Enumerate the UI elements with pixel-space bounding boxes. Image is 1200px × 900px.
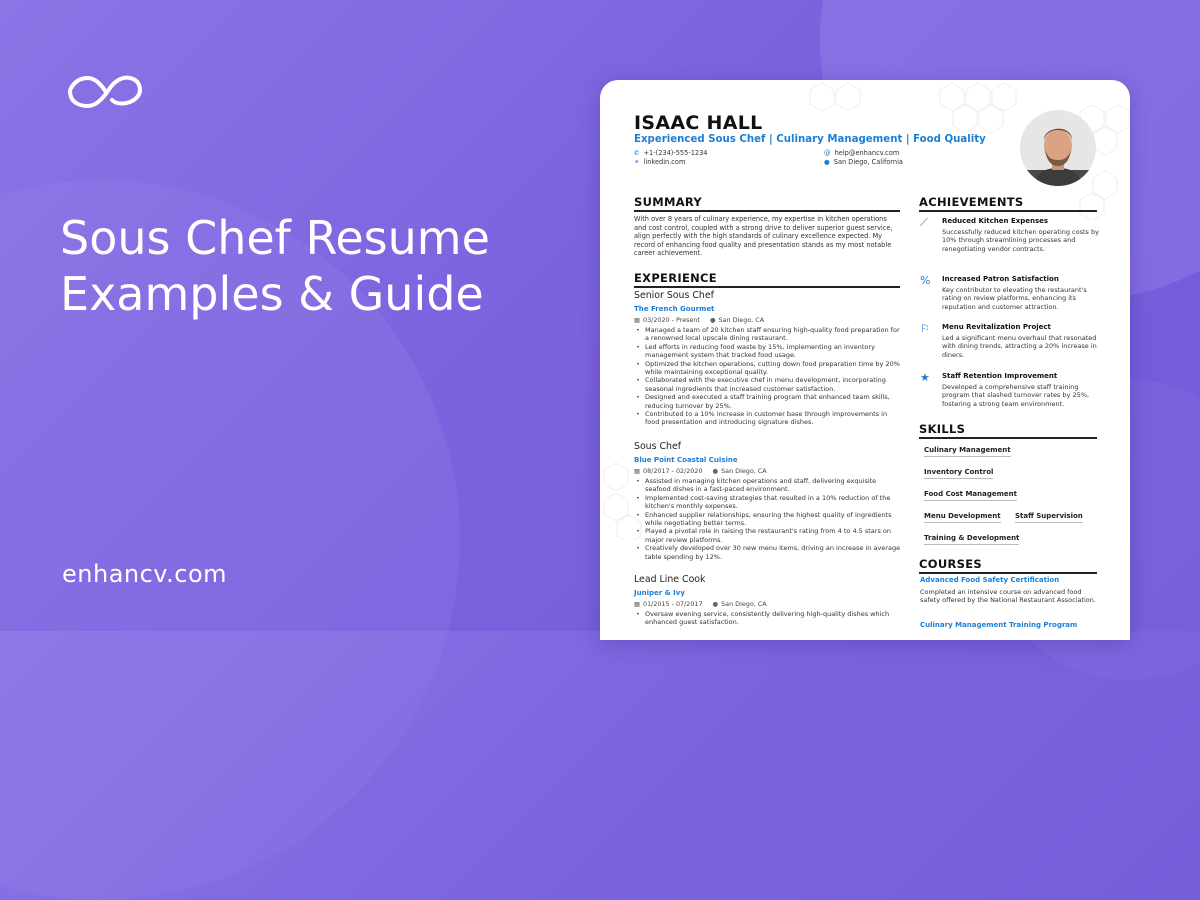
job-location xyxy=(710,316,764,324)
job-title: Senior Sous Chef xyxy=(634,290,714,301)
flag-icon: ⚐ xyxy=(920,322,930,335)
calendar-icon: ▦ xyxy=(634,467,641,475)
achievement-title: Increased Patron Satisfaction xyxy=(942,275,1059,283)
candidate-name: ISAAC HALL xyxy=(634,112,763,134)
course-desc: Completed an intensive course on advanced food safety offered by the National Restaurant Association. xyxy=(920,588,1096,605)
job-dates xyxy=(634,467,703,475)
list-item: • Creatively developed over 30 new menu items, driving an increase in average table spending by 12%. xyxy=(634,544,902,561)
contact-location xyxy=(824,158,903,166)
at-icon: @ xyxy=(824,149,831,157)
calendar-icon: ▦ xyxy=(634,600,641,608)
list-item: • Optimized the kitchen operations, cutting down food preparation time by 20% while maintaining exceptional quality. xyxy=(634,360,902,377)
skill-tag: Food Cost Management xyxy=(924,490,1017,501)
list-item: • Designed and executed a staff training program that enhanced team skills, reducing turnover by 25%. xyxy=(634,393,902,410)
course-title: Advanced Food Safety Certification xyxy=(920,576,1060,584)
job-bullets xyxy=(634,477,902,561)
list-item: • Managed a team of 20 kitchen staff ensuring high-quality food preparation for a renowned local upscale dining restaurant. xyxy=(634,326,902,343)
list-item: • Oversaw evening service, consistently delivering high-quality dishes which enhanced guest satisfaction. xyxy=(634,610,902,627)
brand-link[interactable]: enhancv.com xyxy=(62,560,228,588)
star-icon: ★ xyxy=(920,371,930,384)
achievement-desc: Successfully reduced kitchen operating costs by 10% through streamlining processes and renegotiating vendor contracts. xyxy=(942,228,1099,253)
dates-text: 01/2015 - 07/2017 xyxy=(643,600,703,608)
section-title-summary: SUMMARY xyxy=(634,195,900,212)
enhancv-logo-icon xyxy=(66,70,146,112)
magic-wand-icon: ⟋ xyxy=(920,216,928,229)
link-icon: ⚭ xyxy=(634,158,640,166)
contact-phone xyxy=(634,149,708,157)
skill-tag: Culinary Management xyxy=(924,446,1011,457)
job-bullets xyxy=(634,326,902,427)
phone-text: +1-(234)-555-1234 xyxy=(643,149,708,157)
location-pin-icon: ● xyxy=(712,467,719,475)
resume-preview xyxy=(600,80,1130,640)
company-name: The French Gourmet xyxy=(634,305,715,313)
section-title-achievements: ACHIEVEMENTS xyxy=(919,195,1097,212)
dates-text: 08/2017 - 02/2020 xyxy=(643,467,703,475)
title-line: Sous Chef Resume xyxy=(60,211,490,265)
summary-text: With over 8 years of culinary experience, my expertise in kitchen operations and cost control, coupled with a strong drive to deliver superior guest service, align perfectly with the high standards of culinary excellence expected. My record of enhancing food quality and presentation stands as my most notable career achievement. xyxy=(634,215,893,258)
skill-tag: Menu Development xyxy=(924,512,1001,523)
list-item: • Assisted in managing kitchen operations and staff, delivering exquisite seafood dishes in a fast-paced environment. xyxy=(634,477,902,494)
company-name: Juniper & Ivy xyxy=(634,589,685,597)
section-title-courses: COURSES xyxy=(919,557,1097,574)
job-dates xyxy=(634,600,703,608)
calendar-icon: ▦ xyxy=(634,316,641,324)
section-title-experience: EXPERIENCE xyxy=(634,271,900,288)
list-item: • Collaborated with the executive chef in menu development, incorporating seasonal ingredients that increased customer satisfaction. xyxy=(634,376,902,393)
location-text: San Diego, CA xyxy=(721,467,767,475)
achievement-desc: Key contributor to elevating the restaurant's rating on review platforms, enhancing its reputation and customer attraction. xyxy=(942,286,1087,311)
job-location xyxy=(713,467,767,475)
location-pin-icon: ● xyxy=(824,158,830,166)
section-title-skills: SKILLS xyxy=(919,422,1097,439)
job-meta xyxy=(634,316,764,324)
dates-text: 03/2020 - Present xyxy=(643,316,700,324)
linkedin-text: linkedin.com xyxy=(643,158,686,166)
skill-tag: Staff Supervision xyxy=(1015,512,1083,523)
location-pin-icon: ● xyxy=(709,316,716,324)
skill-tag: Inventory Control xyxy=(924,468,993,479)
title-line: Examples & Guide xyxy=(60,267,484,321)
achievement-desc: Developed a comprehensive staff training program that slashed turnover rates by 25%, fostering a strong team environment. xyxy=(942,383,1090,408)
achievement-title: Staff Retention Improvement xyxy=(942,372,1058,380)
candidate-headline: Experienced Sous Chef | Culinary Management | Food Quality xyxy=(634,134,986,145)
location-text: San Diego, CA xyxy=(721,600,767,608)
location-text: San Diego, California xyxy=(833,158,903,166)
page-title xyxy=(60,210,580,322)
job-location xyxy=(713,600,767,608)
achievement-title: Menu Revitalization Project xyxy=(942,323,1051,331)
location-text: San Diego, CA xyxy=(718,316,765,324)
list-item: • Contributed to a 10% increase in customer base through improvements in food presentation and introducing signature dishes. xyxy=(634,410,902,427)
phone-icon: ✆ xyxy=(634,149,640,157)
achievement-desc: Led a significant menu overhaul that resonated with dining trends, attracting a 20% increase in diners. xyxy=(942,334,1097,359)
job-dates xyxy=(634,316,700,324)
job-bullets xyxy=(634,610,902,627)
avatar xyxy=(1020,110,1096,186)
email-text: help@enhancv.com xyxy=(834,149,900,157)
contact-email xyxy=(824,149,899,157)
job-title: Sous Chef xyxy=(634,441,682,452)
list-item: • Led efforts in reducing food waste by 15%, implementing an inventory management system that tracked food usage. xyxy=(634,343,902,360)
course-title: Culinary Management Training Program xyxy=(920,621,1078,629)
contact-linkedin xyxy=(634,158,685,166)
location-pin-icon: ● xyxy=(712,600,719,608)
job-title: Lead Line Cook xyxy=(634,574,706,585)
skill-tag: Training & Development xyxy=(924,534,1019,545)
list-item: • Implemented cost-saving strategies that resulted in a 10% reduction of the kitchen's monthly expenses. xyxy=(634,494,902,511)
list-item: • Enhanced supplier relationships, ensuring the highest quality of ingredients while negotiating better terms. xyxy=(634,511,902,528)
job-meta xyxy=(634,467,767,475)
job-meta xyxy=(634,600,767,608)
percent-icon: % xyxy=(920,274,931,287)
list-item: • Played a pivotal role in raising the restaurant's rating from 4 to 4.5 stars on major review platforms. xyxy=(634,527,902,544)
achievement-title: Reduced Kitchen Expenses xyxy=(942,217,1049,225)
company-name: Blue Point Coastal Cuisine xyxy=(634,456,738,464)
